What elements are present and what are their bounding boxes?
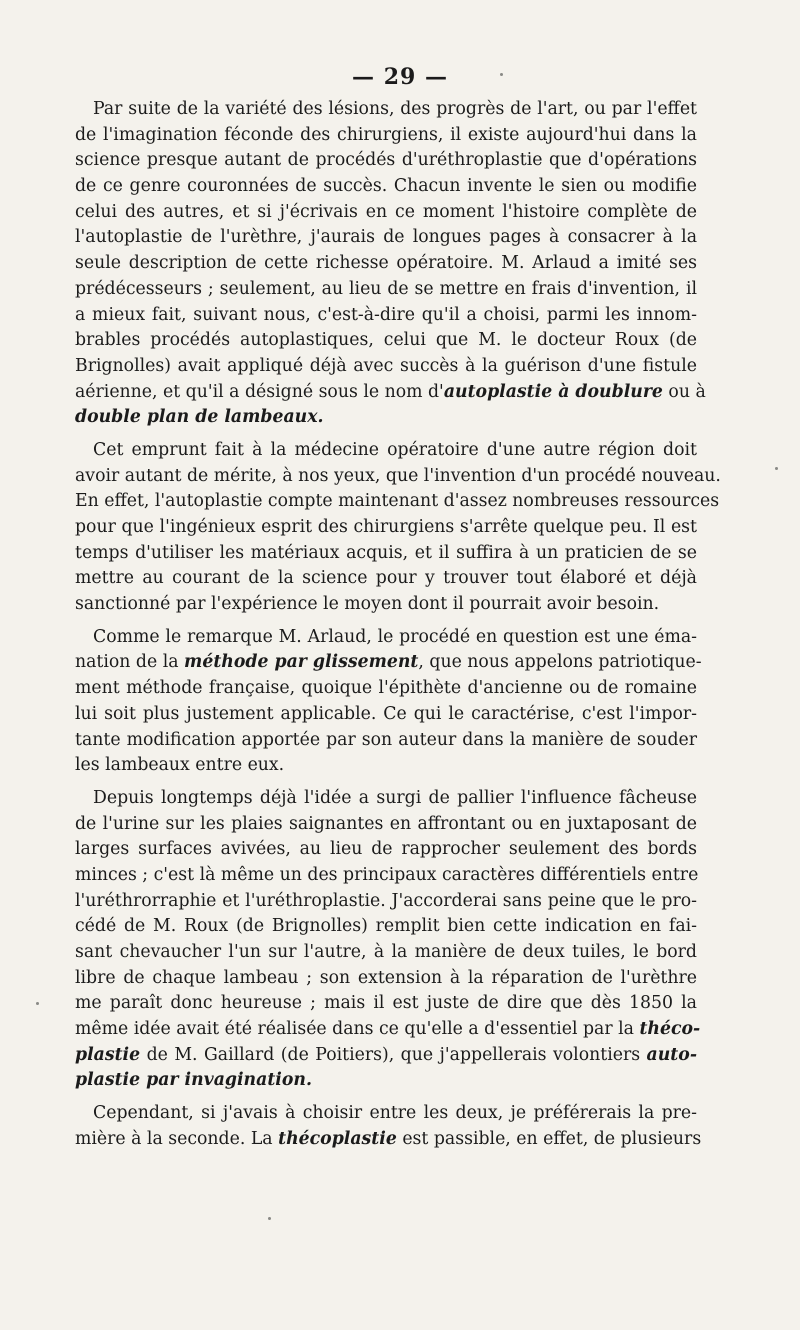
text-run: a mieux fait, suivant nous, c'est-à-dire qu'il a choisi, parmi les innom-	[75, 304, 697, 325]
text-line	[75, 702, 697, 728]
text-line	[75, 991, 697, 1017]
text-line	[75, 541, 697, 567]
text-line	[75, 200, 697, 226]
text-line	[75, 914, 697, 940]
text-run: tante modification apportée par son auteur dans la manière de souder	[75, 729, 697, 750]
text-run: sant chevaucher l'un sur l'autre, à la manière de deux tuiles, le bord	[75, 942, 697, 962]
italic-run: thécoplastie	[278, 1128, 397, 1149]
italic-run: autoplastie à doublure	[443, 381, 663, 402]
text-run: ment méthode française, quoique l'épithète d'ancienne ou de romaine	[75, 678, 697, 699]
text-line	[75, 380, 706, 406]
text-run: de M. Gaillard (de Poitiers), que j'appellerais volontiers	[140, 1044, 647, 1065]
text-line	[75, 728, 697, 754]
text-run: me paraît donc heureuse ; mais il est juste de dire que dès 1850 la	[75, 993, 697, 1014]
text-run: de ce genre couronnées de succès. Chacun invente le sien ou modifie	[75, 176, 697, 197]
text-line	[75, 464, 721, 490]
text-line	[75, 566, 697, 592]
text-line	[75, 592, 697, 618]
text-line	[75, 889, 697, 915]
italic-run: plastie	[75, 1044, 141, 1065]
paper-speck	[36, 1002, 39, 1005]
text-line	[75, 148, 697, 174]
text-line	[75, 277, 697, 303]
text-line	[75, 966, 697, 992]
text-line	[75, 676, 697, 702]
text-run: de l'imagination féconde des chirurgiens, il existe aujourd'hui dans la	[75, 124, 697, 145]
text-run: libre de chaque lambeau ; son extension à la réparation de l'urèthre	[75, 967, 697, 988]
text-run: aérienne, et qu'il a désigné sous le nom d'	[75, 381, 444, 402]
text-run: seule description de cette richesse opératoire. M. Arlaud a imité ses	[75, 253, 697, 274]
text-line	[75, 786, 697, 812]
text-line	[75, 174, 697, 200]
text-line	[75, 625, 697, 651]
text-line	[75, 1043, 697, 1069]
text-run: même idée avait été réalisée dans ce qu'elle a d'essentiel par la	[75, 1019, 640, 1040]
text-run: nation de la	[75, 652, 185, 673]
text-line	[75, 123, 697, 149]
text-run: cédé de M. Roux (de Brignolles) remplit bien cette indication en fai-	[75, 916, 697, 937]
text-line	[75, 328, 697, 354]
text-run: ou à	[662, 381, 706, 402]
text-run: Brignolles) avait appliqué déjà avec succès à la guérison d'une fistule	[75, 355, 697, 376]
text-run: sanctionné par l'expérience le moyen dont il pourrait avoir besoin.	[75, 594, 660, 615]
paper-speck	[500, 73, 503, 76]
text-run: l'uréthrorraphie et l'uréthroplastie. J'accorderai sans peine que le pro-	[75, 890, 697, 911]
text-run: prédécesseurs ; seulement, au lieu de se mettre en frais d'invention, il	[75, 278, 697, 299]
text-line	[75, 753, 697, 779]
text-run: de l'urine sur les plaies saignantes en affrontant ou en juxtaposant de	[75, 813, 697, 834]
text-line	[75, 489, 720, 515]
page-number: — 29 —	[352, 64, 448, 90]
text-line	[75, 303, 697, 329]
text-run: Comme le remarque M. Arlaud, le procédé en question est une éma-	[93, 626, 697, 647]
text-run: Cependant, si j'avais à choisir entre les deux, je préférerais la pre-	[93, 1103, 697, 1124]
italic-run: plastie par invagination.	[75, 1070, 312, 1091]
text-line	[75, 97, 697, 123]
text-run: Cet emprunt fait à la médecine opératoire d'une autre région doit	[93, 439, 697, 460]
text-run: , que nous appelons patriotique-	[418, 652, 702, 673]
text-line	[75, 438, 697, 464]
text-line	[75, 837, 697, 863]
text-run: mière à la seconde. La	[75, 1128, 279, 1149]
text-run: brables procédés autoplastiques, celui que M. le docteur Roux (de	[75, 330, 697, 351]
paper-speck	[775, 467, 778, 470]
text-run: En effet, l'autoplastie compte maintenant d'assez nombreuses ressources	[75, 491, 720, 512]
text-line	[75, 650, 702, 676]
text-run: est passible, en effet, de plusieurs	[396, 1128, 702, 1149]
italic-run: auto-	[646, 1044, 697, 1065]
text-line	[75, 1127, 702, 1153]
italic-run: théco-	[639, 1019, 701, 1040]
text-run: l'autoplastie de l'urèthre, j'aurais de longues pages à consacrer à la	[75, 227, 697, 248]
text-line	[75, 1068, 697, 1094]
text-run: pour que l'ingénieux esprit des chirurgiens s'arrête quelque peu. Il est	[75, 517, 697, 537]
text-run: larges surfaces avivées, au lieu de rapprocher seulement des bords	[75, 839, 697, 860]
text-line	[75, 225, 697, 251]
text-run: temps d'utiliser les matériaux acquis, et il suffira à un praticien de se	[75, 542, 697, 563]
italic-run: double plan de lambeaux.	[75, 407, 324, 428]
text-run: avoir autant de mérite, à nos yeux, que l'invention d'un procédé nouveau.	[75, 465, 721, 486]
text-run: science presque autant de procédés d'uréthroplastie que d'opérations	[75, 150, 697, 171]
text-run: mettre au courant de la science pour y trouver tout élaboré et déjà	[75, 568, 697, 589]
text-line	[75, 812, 697, 838]
text-run: les lambeaux entre eux.	[75, 755, 285, 776]
text-line	[75, 354, 697, 380]
paper-speck	[268, 1217, 271, 1220]
text-line	[75, 863, 697, 889]
text-run: Depuis longtemps déjà l'idée a surgi de pallier l'influence fâcheuse	[93, 787, 697, 808]
text-line	[75, 251, 697, 277]
text-run: celui des autres, et si j'écrivais en ce moment l'histoire complète de	[75, 201, 697, 222]
text-line	[75, 940, 697, 966]
text-line	[75, 1017, 701, 1043]
text-run: lui soit plus justement applicable. Ce qui le caractérise, c'est l'impor-	[75, 703, 697, 724]
text-line	[75, 405, 697, 431]
text-line	[75, 515, 697, 541]
body-text	[75, 97, 721, 1153]
italic-run: méthode par glissement	[184, 652, 419, 673]
text-line	[75, 1101, 697, 1127]
text-run: Par suite de la variété des lésions, des progrès de l'art, ou par l'effet	[93, 99, 697, 119]
text-run: minces ; c'est là même un des principaux caractères différentiels entre	[75, 864, 699, 885]
